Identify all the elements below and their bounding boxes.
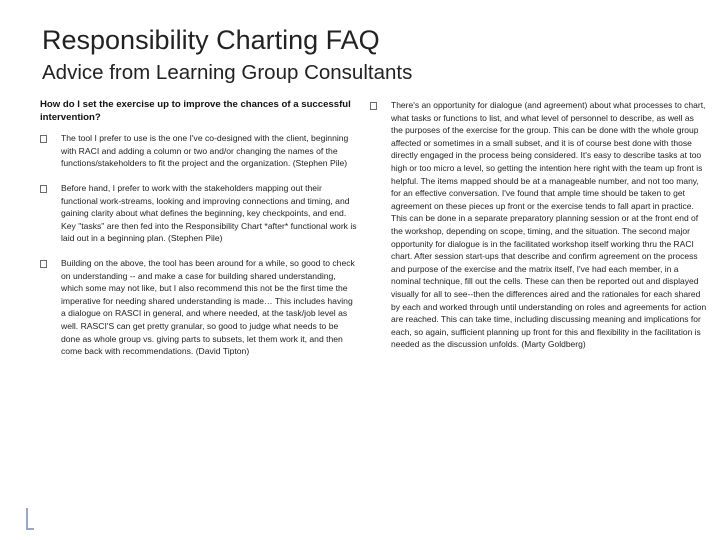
- slide-subtitle: Advice from Learning Group Consultants: [42, 61, 413, 84]
- slide-corner-mark: [24, 506, 36, 532]
- left-column: [40, 99, 358, 370]
- list-item: [40, 257, 358, 358]
- square-bullet-icon: [40, 260, 47, 268]
- bullet-text: There's an opportunity for dialogue (and agreement) about what processes to chart, what tasks or functions to list, and what level of personnel to describe, as well as the purposes of the exercise for the group. This can be done with the whole group affected or sometimes in a small subset, and it is of course best done with those directly engaged in the process being considered. It's easy to describe tasks at too high or too micro a level, so getting the intention here right with the team up front is helpful. The items mapped should be at a manageable number, and not too many, for an effective conversation. I've found that ample time should be taken to get agreement on these pieces up front or the exercise tends to fall apart in practice. This can be done in a separate preparatory planning session or at the front end of the workshop, depending on scope, timing, and the situation. The second major opportunity for dialogue is in the facilitated workshop itself working thru the RACI chart. After session start-ups that describe and confirm agreement on the process and purpose of the exercise and the matrix itself, I've had each member, in a nominal technique, fill out the cells. These can then be reported out and displayed visually for all to see--then the differences aired and the rationales for each shared by each and worked through until understanding on roles and agreements for action are reached. This can take time, including discussing meaning and implications for each, so again, sufficient planning up front for this and flexibility in the facilitation is needed as the discussion unfolds. (Marty Goldberg): [391, 100, 707, 350]
- faq-question: How do I set the exercise up to improve the chances of a successful intervention?: [40, 99, 351, 123]
- list-item: [40, 132, 358, 170]
- list-item: [40, 182, 358, 245]
- square-bullet-icon: [370, 102, 377, 110]
- bullet-text: Building on the above, the tool has been around for a while, so good to check on understanding -- and make a case for building shared understanding, which some may not like, but I also recommend this not be the first time the imperative for needing shared understanding is made… This includes having a dialogue on RASCI in general, and where needed, at the task/job level as well. RASCI'S can get pretty granular, so good to judge what needs to be done as whole group vs. giving parts to subsets, let them work it, and then come back with recommendations. (David Tipton): [61, 257, 355, 357]
- slide-title: Responsibility Charting FAQ: [42, 25, 380, 55]
- square-bullet-icon: [40, 135, 47, 143]
- list-item: [370, 99, 708, 351]
- square-bullet-icon: [40, 185, 47, 193]
- bullet-text: Before hand, I prefer to work with the stakeholders mapping out their functional work-streams, looking and improving connections and timing, and gaining clarity about what defines the beginning, key checkpoints, and end. Key "tasks" are then fed into the Responsibility Chart *after* functional work is laid out in a beginning plan. (Stephen Pile): [61, 182, 357, 244]
- right-column: [370, 99, 708, 363]
- bullet-text: The tool I prefer to use is the one I've co-designed with the client, beginning with RACI and adding a column or two and/or changing the names of the functions/stakeholders to fit the project and the organization. (Stephen Pile): [61, 133, 349, 169]
